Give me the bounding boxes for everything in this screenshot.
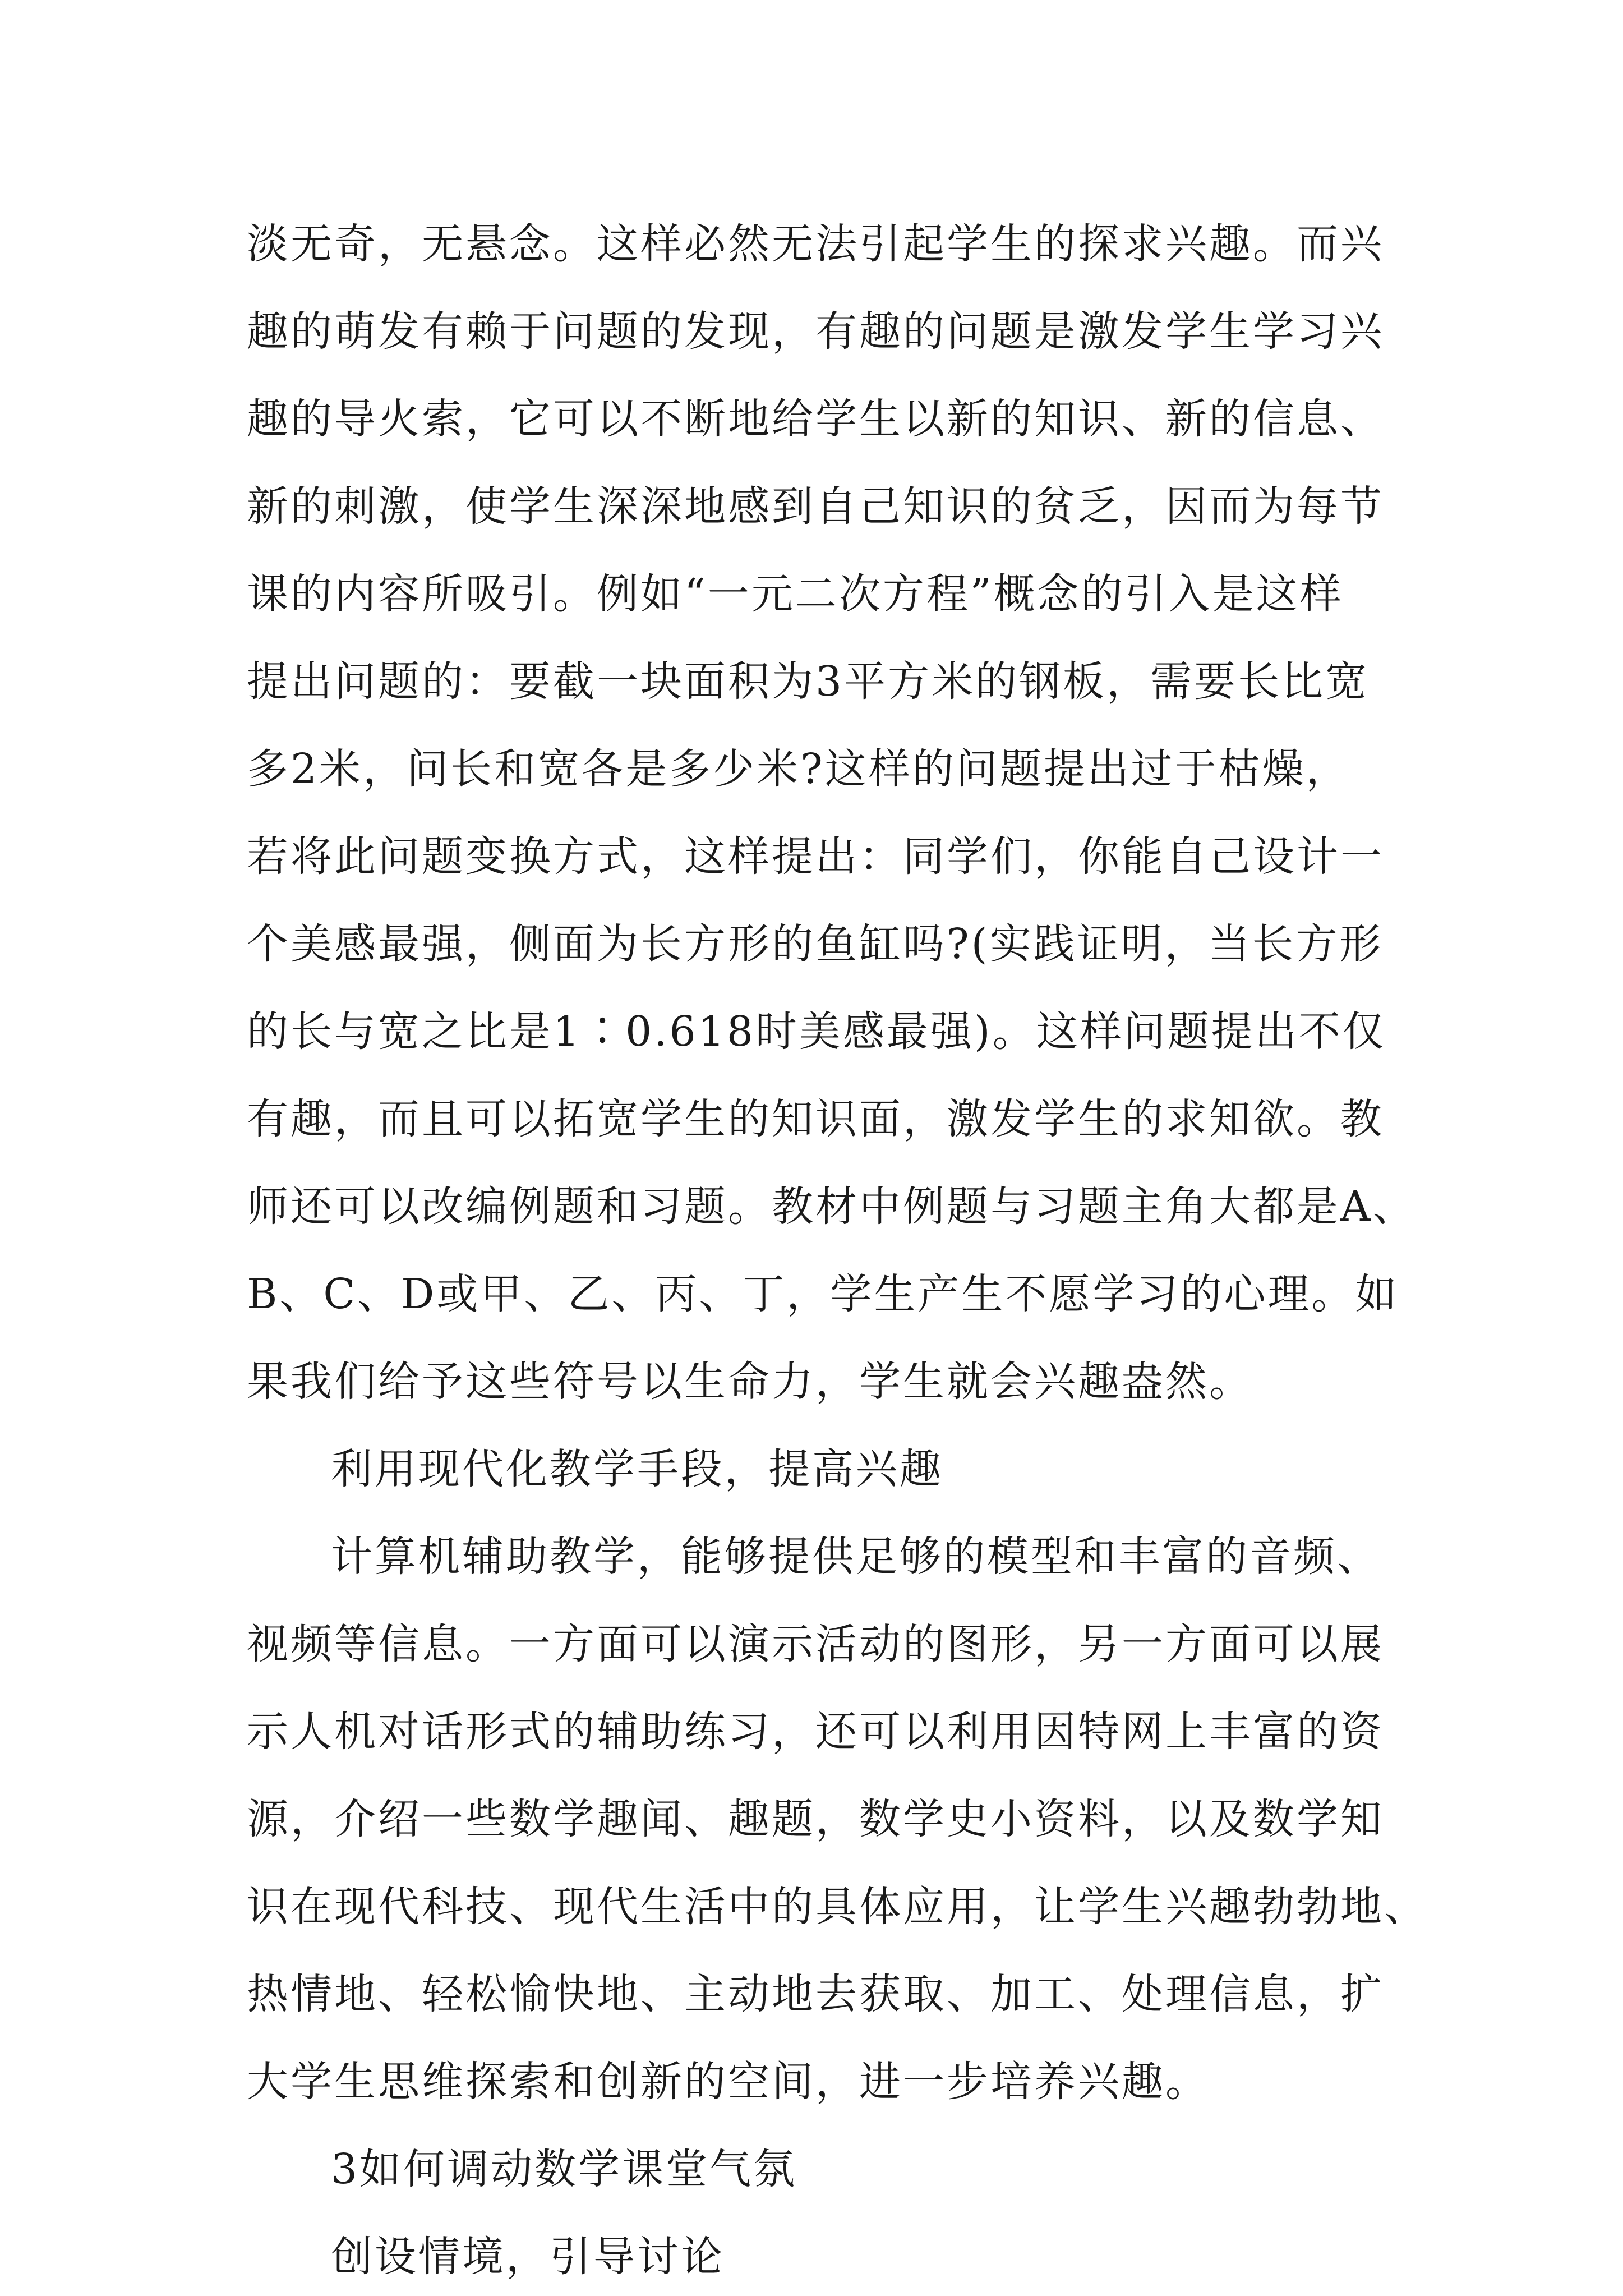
paragraph-line: 计算机辅助教学，能够提供足够的模型和丰富的音频、 xyxy=(331,1533,1381,1581)
paragraph-line: 示人机对话形式的辅助练习，还可以利用因特网上丰富的资 xyxy=(247,1708,1384,1756)
paragraph-line: 多2米，问长和宽各是多少米?这样的问题提出过于枯燥， xyxy=(247,745,1350,793)
paragraph-line: 提出问题的：要截一块面积为3平方米的钢板，需要长比宽 xyxy=(247,657,1370,706)
paragraph-line: 趣的萌发有赖于问题的发现，有趣的问题是激发学生学习兴 xyxy=(247,307,1384,356)
paragraph-line: B、C、D或甲、乙、丙、丁，学生产生不愿学习的心理。如 xyxy=(247,1270,1399,1318)
paragraph-line: 识在现代科技、现代生活中的具体应用，让学生兴趣勃勃地、 xyxy=(247,1883,1428,1931)
section-heading: 利用现代化教学手段，提高兴趣 xyxy=(331,1445,943,1493)
paragraph-line: 课的内容所吸引。例如“一元二次方程”概念的引入是这样 xyxy=(247,570,1344,618)
paragraph-line: 新的刺激，使学生深深地感到自己知识的贫乏，因而为每节 xyxy=(247,482,1384,531)
paragraph-line: 源，介绍一些数学趣闻、趣题，数学史小资料，以及数学知 xyxy=(247,1795,1384,1843)
paragraph-line: 淡无奇，无悬念。这样必然无法引起学生的探求兴趣。而兴 xyxy=(247,220,1384,268)
paragraph-line: 热情地、轻松愉快地、主动地去获取、加工、处理信息，扩 xyxy=(247,1970,1384,2018)
paragraph-line: 趣的导火索，它可以不断地给学生以新的知识、新的信息、 xyxy=(247,395,1384,443)
paragraph-line: 果我们给予这些符号以生命力，学生就会兴趣盎然。 xyxy=(247,1358,1253,1406)
paragraph-line: 有趣，而且可以拓宽学生的知识面，激发学生的求知欲。教 xyxy=(247,1095,1384,1143)
section-heading: 创设情境，引导讨论 xyxy=(331,2233,725,2281)
paragraph-line: 若将此问题变换方式，这样提出：同学们，你能自己设计一 xyxy=(247,832,1384,881)
paragraph-line: 的长与宽之比是1∶0.618时美感最强)。这样问题提出不仅 xyxy=(247,1007,1386,1056)
paragraph-line: 大学生思维探索和创新的空间，进一步培养兴趣。 xyxy=(247,2058,1209,2106)
paragraph-line: 个美感最强，侧面为长方形的鱼缸吗?(实践证明，当长方形 xyxy=(247,920,1384,968)
section-heading: 3如何调动数学课堂气氛 xyxy=(331,2145,797,2193)
paragraph-line: 视频等信息。一方面可以演示活动的图形，另一方面可以展 xyxy=(247,1620,1384,1668)
paragraph-line: 师还可以改编例题和习题。教材中例题与习题主角大都是A、 xyxy=(247,1182,1417,1231)
